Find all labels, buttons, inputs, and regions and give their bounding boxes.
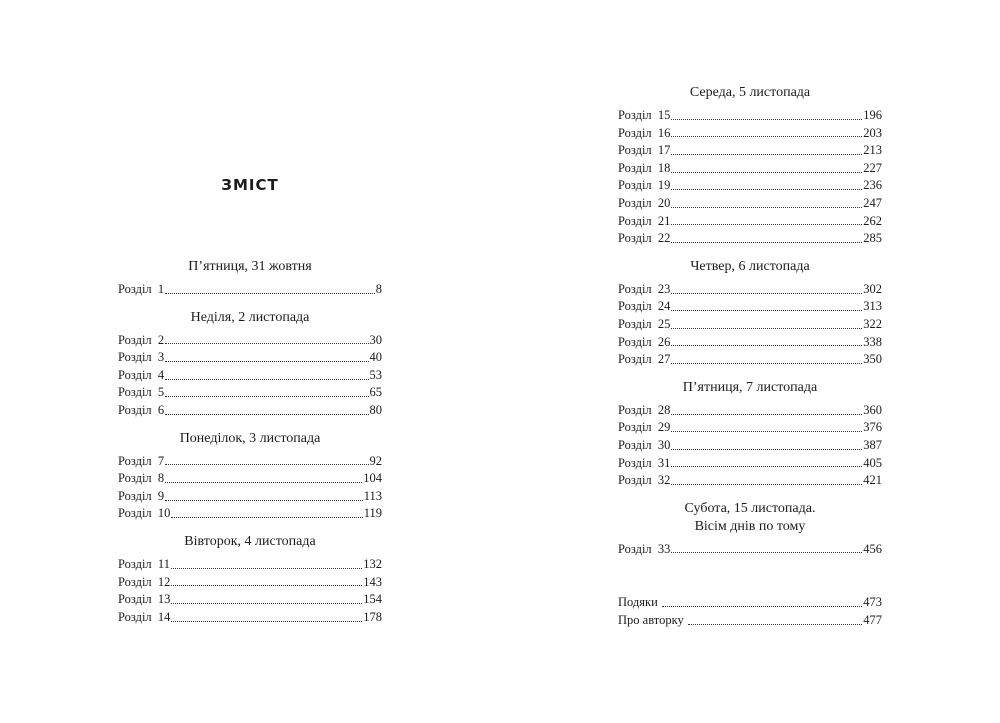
dot-leader <box>165 292 375 294</box>
toc-entry[interactable] <box>118 556 382 574</box>
toc-entry[interactable] <box>618 419 882 437</box>
section-heading-line: Понеділок, 3 листопада <box>179 430 321 446</box>
toc-entry[interactable] <box>618 142 882 160</box>
section-heading-line: Вісім днів по тому <box>694 518 806 534</box>
toc-entry[interactable] <box>618 455 882 473</box>
dot-leader <box>671 551 862 553</box>
dot-leader <box>671 309 862 311</box>
toc-entry-page: 473 <box>863 595 882 610</box>
section-heading <box>118 533 382 551</box>
toc-entry-page: 376 <box>863 420 882 435</box>
toc-entry[interactable] <box>118 332 382 350</box>
toc-entry-label: Розділ 27 <box>618 352 671 367</box>
toc-section <box>618 258 882 369</box>
toc-entry-page: 387 <box>863 437 882 452</box>
section-heading <box>118 430 382 448</box>
toc-entry[interactable] <box>118 349 382 367</box>
toc-entry-label: Розділ 33 <box>618 541 671 556</box>
toc-entry-page: 30 <box>369 332 382 347</box>
toc-entry[interactable] <box>618 437 882 455</box>
section-heading-line: П’ятниця, 31 жовтня <box>188 259 312 274</box>
toc-entry[interactable] <box>118 367 382 385</box>
section-heading-line: Субота, 15 листопада. <box>684 500 816 516</box>
dot-leader <box>671 206 862 208</box>
toc-entry[interactable] <box>618 195 882 213</box>
toc-entry[interactable] <box>118 488 382 506</box>
toc-entry-page: 421 <box>863 473 882 488</box>
dot-leader <box>671 448 862 450</box>
toc-entry-label: Розділ 25 <box>618 316 671 331</box>
toc-entry[interactable] <box>118 453 382 471</box>
dot-leader <box>662 605 862 607</box>
toc-section <box>118 258 382 299</box>
dot-leader <box>165 395 368 397</box>
toc-entry-page: 213 <box>863 143 882 158</box>
section-heading <box>618 84 882 102</box>
dot-leader <box>671 465 862 467</box>
dot-leader <box>171 516 362 518</box>
section-heading <box>618 379 882 397</box>
toc-entry-page: 360 <box>863 402 882 417</box>
toc-entry-page: 236 <box>863 178 882 193</box>
toc-entry-label: Розділ 14 <box>118 609 171 624</box>
toc-section <box>118 430 382 523</box>
toc-entry-label: Подяки <box>618 595 661 610</box>
toc-entry-page: 132 <box>363 556 382 571</box>
toc-entry[interactable] <box>118 574 382 592</box>
section-heading <box>118 309 382 327</box>
toc-entry-label: Про авторку <box>618 612 687 627</box>
dot-leader <box>671 118 862 120</box>
toc-entry[interactable] <box>618 281 882 299</box>
dot-leader <box>671 153 862 155</box>
toc-left-column <box>118 258 382 636</box>
section-heading-line: Неділя, 2 листопада <box>190 309 310 325</box>
toc-entry[interactable] <box>618 316 882 334</box>
toc-entry[interactable] <box>618 351 882 369</box>
section-heading-line: Середа, 5 листопада <box>689 85 811 100</box>
toc-entry[interactable] <box>618 541 882 559</box>
toc-entry[interactable] <box>618 177 882 195</box>
toc-entry[interactable] <box>618 594 882 612</box>
section-heading-line: П’ятниця, 7 листопада <box>682 379 818 395</box>
toc-entry[interactable] <box>118 281 382 299</box>
toc-entry[interactable] <box>618 107 882 125</box>
toc-entry[interactable] <box>618 230 882 248</box>
dot-leader <box>671 362 862 364</box>
dot-leader <box>671 223 862 225</box>
spacer <box>618 568 882 594</box>
toc-entry[interactable] <box>618 298 882 316</box>
toc-entry-page: 40 <box>369 350 382 365</box>
toc-entry[interactable] <box>118 609 382 627</box>
toc-entry-page: 119 <box>363 506 382 521</box>
dot-leader <box>165 499 363 501</box>
toc-entry-label: Розділ 5 <box>118 385 165 400</box>
toc-entry-label: Розділ 29 <box>618 420 671 435</box>
toc-entry-label: Розділ 28 <box>618 402 671 417</box>
dot-leader <box>671 135 862 137</box>
toc-entry[interactable] <box>618 334 882 352</box>
toc-entry[interactable] <box>118 505 382 523</box>
toc-entry-label: Розділ 10 <box>118 506 171 521</box>
toc-section <box>118 309 382 420</box>
toc-entry-page: 196 <box>863 108 882 122</box>
toc-entry-label: Розділ 3 <box>118 350 165 365</box>
toc-entry-label: Розділ 15 <box>618 108 671 122</box>
dot-leader <box>165 360 368 362</box>
section-heading <box>118 258 382 276</box>
toc-entry-page: 262 <box>863 213 882 228</box>
dot-leader <box>671 413 862 415</box>
toc-entry-page: 53 <box>369 367 382 382</box>
toc-entry-label: Розділ 32 <box>618 473 671 488</box>
toc-entry-page: 92 <box>369 453 382 468</box>
toc-entry[interactable] <box>118 591 382 609</box>
toc-entry-page: 8 <box>375 282 382 296</box>
dot-leader <box>165 378 368 380</box>
toc-entry-label: Розділ 24 <box>618 299 671 314</box>
toc-section <box>618 379 882 490</box>
dot-leader <box>671 483 862 485</box>
toc-entry-label: Розділ 4 <box>118 367 165 382</box>
toc-entry-label: Розділ 23 <box>618 281 671 296</box>
toc-entry-page: 302 <box>863 281 882 296</box>
dot-leader <box>671 430 862 432</box>
toc-entry[interactable] <box>618 402 882 420</box>
toc-entry-page: 65 <box>369 385 382 400</box>
toc-right-column <box>618 84 882 629</box>
dot-leader <box>671 171 862 173</box>
toc-entry-label: Розділ 26 <box>618 334 671 349</box>
toc-entry-label: Розділ 20 <box>618 195 671 210</box>
toc-entry-label: Розділ 1 <box>118 282 165 296</box>
toc-section <box>618 500 882 559</box>
toc-entry-label: Розділ 17 <box>618 143 671 158</box>
toc-entry-page: 143 <box>363 574 382 589</box>
dot-leader <box>688 623 862 625</box>
toc-entry-label: Розділ 9 <box>118 488 165 503</box>
toc-entry-page: 405 <box>863 455 882 470</box>
toc-entry-page: 285 <box>863 231 882 246</box>
toc-section <box>118 533 382 626</box>
dot-leader <box>671 241 862 243</box>
section-heading-line: Четвер, 6 листопада <box>690 258 810 274</box>
section-heading-line: Вівторок, 4 листопада <box>184 533 316 549</box>
toc-entry-page: 178 <box>363 609 382 624</box>
toc-entry-label: Розділ 21 <box>618 213 671 228</box>
toc-entry-page: 104 <box>363 471 382 486</box>
toc-entry[interactable] <box>618 125 882 143</box>
dot-leader <box>171 567 362 569</box>
dot-leader <box>671 344 862 346</box>
toc-entry-page: 350 <box>863 352 882 367</box>
toc-entry-label: Розділ 22 <box>618 231 671 246</box>
toc-entry-page: 477 <box>863 612 882 627</box>
toc-entry[interactable] <box>618 472 882 490</box>
toc-entry-page: 154 <box>363 592 382 607</box>
dot-leader <box>671 188 862 190</box>
toc-entry-page: 80 <box>369 402 382 417</box>
toc-entry-page: 456 <box>863 541 882 556</box>
toc-section <box>618 84 882 248</box>
toc-entry-label: Розділ 7 <box>118 453 165 468</box>
dot-leader <box>165 342 368 344</box>
toc-entry-page: 322 <box>863 316 882 331</box>
toc-entry[interactable] <box>118 470 382 488</box>
toc-entry-label: Розділ 8 <box>118 471 165 486</box>
toc-entry-page: 247 <box>863 195 882 210</box>
toc-entry[interactable] <box>618 612 882 630</box>
toc-entry-page: 113 <box>363 488 382 503</box>
toc-entry-label: Розділ 13 <box>118 592 171 607</box>
section-heading <box>618 500 882 536</box>
toc-entry-label: Розділ 30 <box>618 437 671 452</box>
toc-entry-page: 338 <box>863 334 882 349</box>
toc-entry-label: Розділ 6 <box>118 402 165 417</box>
toc-entry-page: 203 <box>863 125 882 140</box>
dot-leader <box>165 463 368 465</box>
right-page <box>500 0 1000 723</box>
toc-entry-label: Розділ 31 <box>618 455 671 470</box>
dot-leader <box>165 481 362 483</box>
toc-entry-label: Розділ 11 <box>118 556 170 571</box>
toc-entry-page: 227 <box>863 160 882 175</box>
toc-entry-label: Розділ 2 <box>118 332 165 347</box>
dot-leader <box>171 620 362 622</box>
dot-leader <box>165 413 368 415</box>
toc-entry[interactable] <box>118 402 382 420</box>
dot-leader <box>671 292 862 294</box>
toc-title: ЗМІСТ <box>221 176 279 194</box>
dot-leader <box>671 327 862 329</box>
toc-entry-label: Розділ 18 <box>618 160 671 175</box>
toc-entry-label: Розділ 19 <box>618 178 671 193</box>
toc-entry-page: 313 <box>863 299 882 314</box>
section-heading <box>618 258 882 276</box>
toc-entry[interactable] <box>618 160 882 178</box>
toc-entry-label: Розділ 12 <box>118 574 171 589</box>
toc-entry-label: Розділ 16 <box>618 125 671 140</box>
toc-entry[interactable] <box>118 384 382 402</box>
dot-leader <box>171 602 362 604</box>
dot-leader <box>171 584 362 586</box>
toc-entry[interactable] <box>618 213 882 231</box>
